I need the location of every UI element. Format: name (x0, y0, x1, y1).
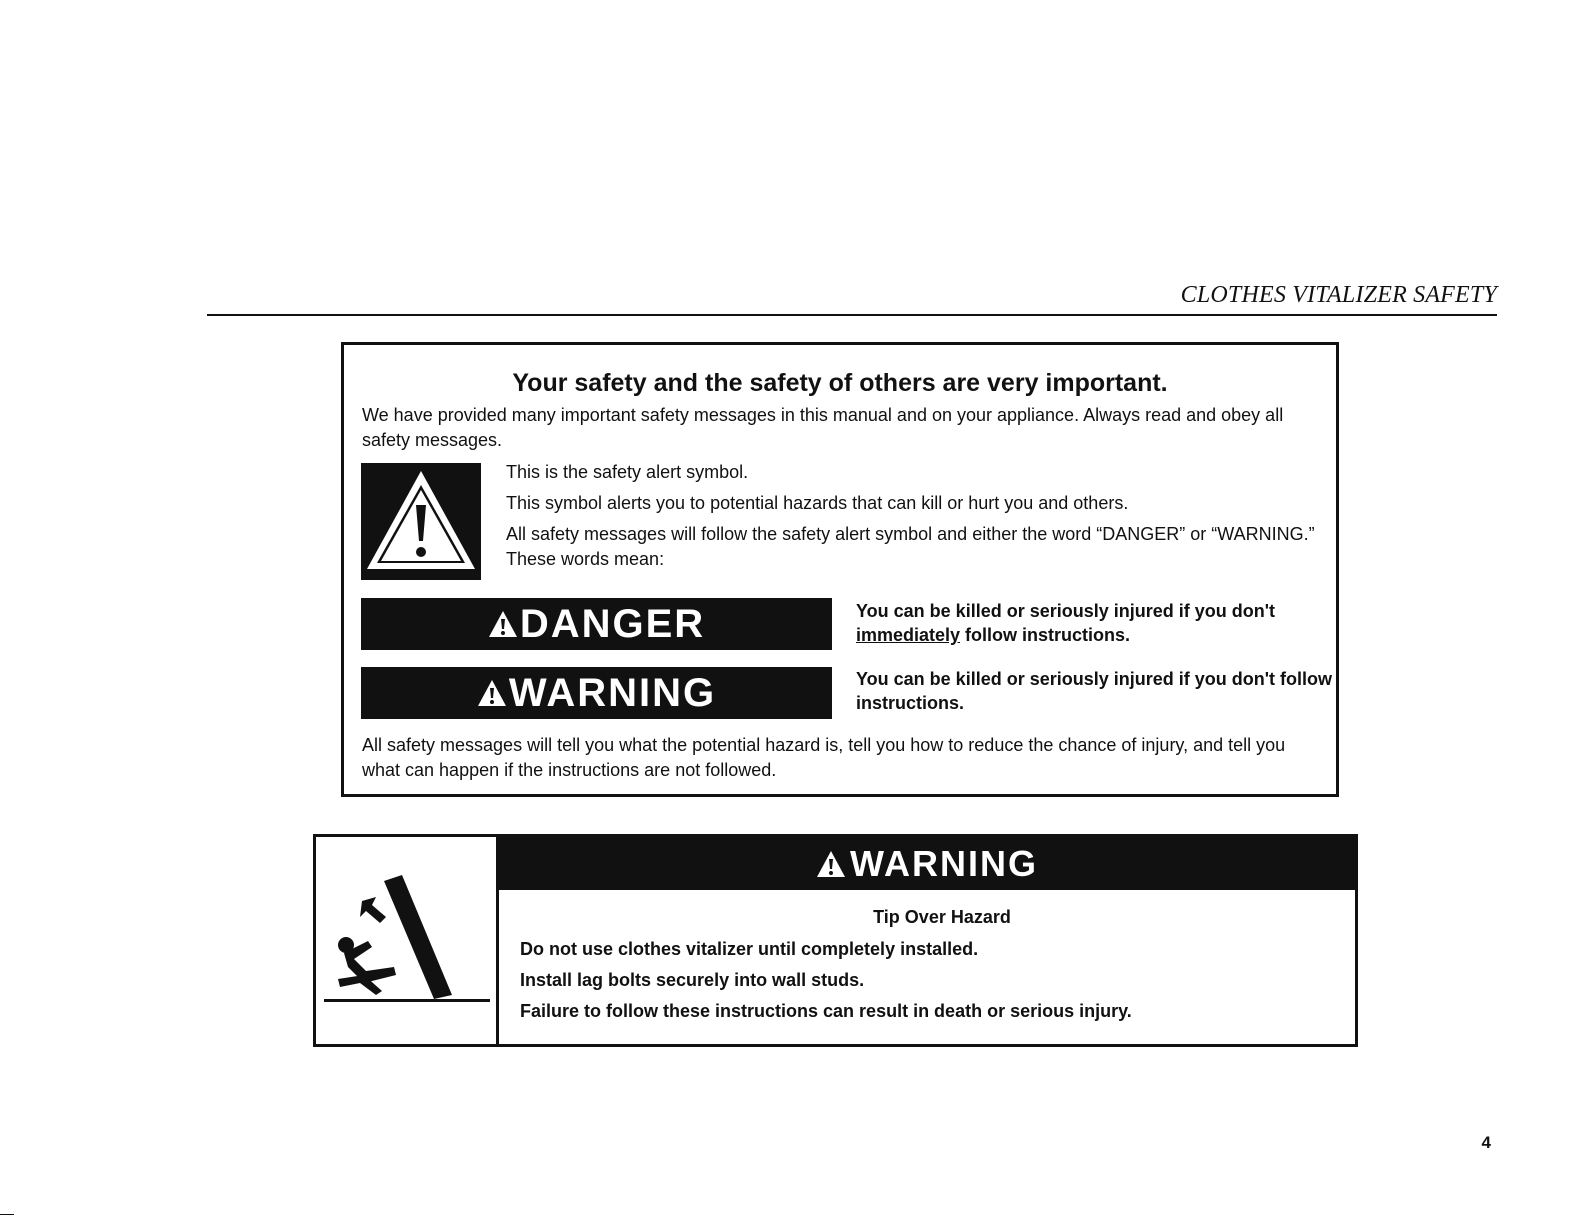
tip-over-hazard-icon (324, 875, 490, 1005)
instruction-line: Failure to follow these instructions can result in death or serious injury. (520, 1001, 1132, 1021)
tip-over-icon-cell (316, 837, 499, 1044)
danger-desc-text-end: follow instructions. (960, 625, 1131, 645)
warning-signal-bar (361, 667, 832, 719)
warning-banner (499, 837, 1355, 890)
header-rule (207, 314, 1497, 316)
safety-closing-text: All safety messages will tell you what the potential hazard is, tell you how to reduce the chance of injury, and tell you what can happen if the instructions are not followed. (362, 735, 1286, 780)
danger-desc-emphasis: immediately (856, 625, 961, 645)
danger-description (856, 599, 1336, 647)
safety-info-box (341, 342, 1339, 797)
instruction-line: Do not use clothes vitalizer until completely installed. (520, 939, 979, 959)
danger-label: DANGER (519, 601, 706, 646)
safety-box-title: Your safety and the safety of others are very important. (512, 369, 1168, 397)
safety-alert-triangle-icon (361, 463, 481, 580)
warning-banner-label: WARNING (850, 842, 1038, 884)
alert-line: This symbol alerts you to potential hazards that can kill or hurt you and others. (506, 493, 1129, 513)
tip-over-warning-box (313, 834, 1358, 1047)
alert-line: This is the safety alert symbol. (506, 462, 749, 482)
safety-intro-text: We have provided many important safety messages in this manual and on your appliance. Always read and obey all safety messages. (362, 405, 1284, 450)
section-title: CLOTHES VITALIZER SAFETY (1180, 282, 1497, 308)
warning-description: You can be killed or seriously injured if you don't follow instructions. (856, 669, 1332, 713)
alert-triangle-icon (477, 679, 507, 707)
instruction-line: Install lag bolts securely into wall studs. (520, 970, 865, 990)
alert-symbol-explanation (506, 460, 1326, 578)
danger-signal-bar (361, 598, 832, 650)
hazard-heading: Tip Over Hazard (873, 907, 1011, 927)
corner-mark (0, 1214, 14, 1215)
alert-line: All safety messages will follow the safety alert symbol and either the word “DANGER” or “WARNING.” These words mean: (506, 524, 1315, 569)
warning-label: WARNING (508, 670, 717, 715)
page-number: 4 (1481, 1133, 1491, 1152)
danger-desc-text: You can be killed or seriously injured if you don't (856, 601, 1276, 621)
hazard-instructions (520, 937, 1350, 1030)
alert-triangle-icon (488, 610, 518, 638)
alert-triangle-icon (816, 850, 846, 878)
